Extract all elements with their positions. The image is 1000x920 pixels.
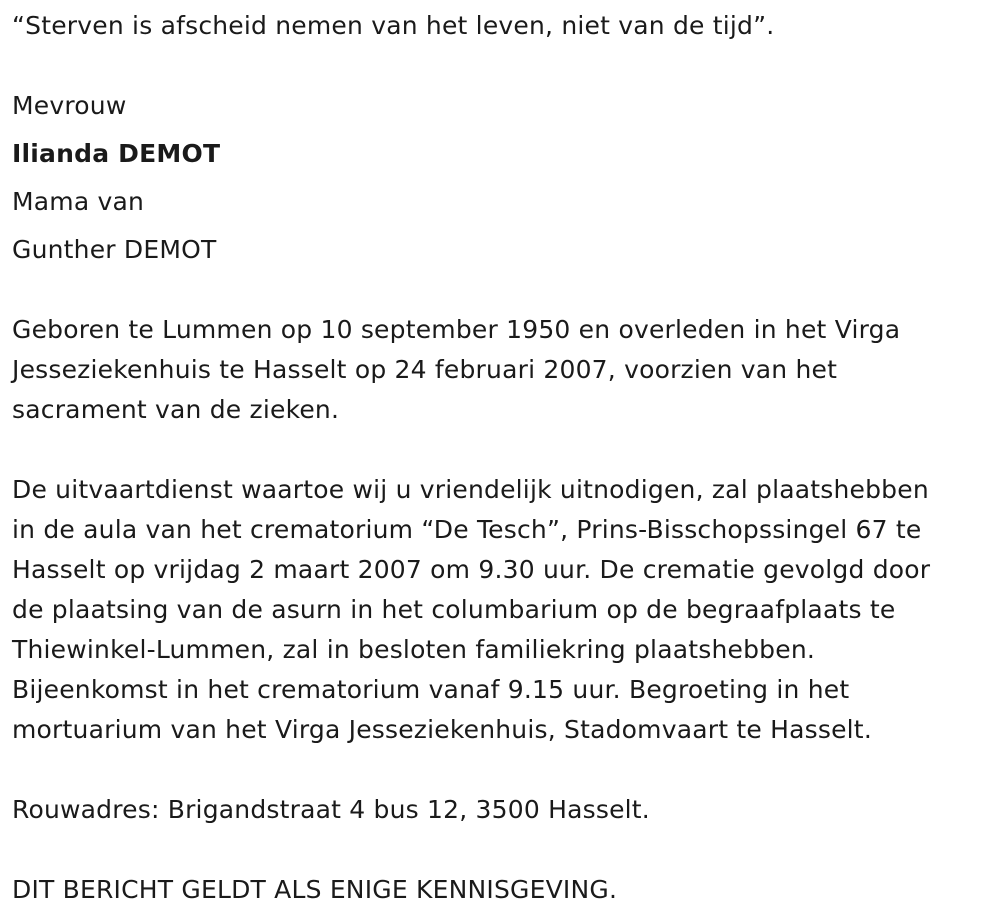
salutation: Mevrouw [12, 91, 127, 120]
ceremony-paragraph [12, 470, 987, 750]
paragraph-line: Hasselt op vrijdag 2 maart 2007 om 9.30 uur. De crematie gevolgd door [12, 555, 931, 584]
paragraph-line: De uitvaartdienst waartoe wij u vriendelijk uitnodigen, zal plaatshebben [12, 475, 929, 504]
paragraph-line: mortuarium van het Virga Jesseziekenhuis, Stadomvaart te Hasselt. [12, 715, 872, 744]
paragraph-line: Thiewinkel-Lummen, zal in besloten familiekring plaatshebben. [12, 635, 816, 664]
paragraph-line: Geboren te Lummen op 10 september 1950 en overleden in het Virga [12, 315, 901, 344]
paragraph-line: sacrament van de zieken. [12, 395, 340, 424]
paragraph-line: Bijeenkomst in het crematorium vanaf 9.15 uur. Begroeting in het [12, 675, 850, 704]
quote: “Sterven is afscheid nemen van het leven, niet van de tijd”. [12, 11, 775, 40]
notice: DIT BERICHT GELDT ALS ENIGE KENNISGEVING. [12, 875, 618, 904]
relation-label: Mama van [12, 187, 145, 216]
paragraph-line: de plaatsing van de asurn in het columbarium op de begraafplaats te [12, 595, 896, 624]
birth-death-paragraph [12, 310, 987, 430]
deceased-name: Ilianda DEMOT [12, 139, 221, 168]
mourning-address: Rouwadres: Brigandstraat 4 bus 12, 3500 Hasselt. [12, 795, 650, 824]
paragraph-line: in de aula van het crematorium “De Tesch”, Prins-Bisschopssingel 67 te [12, 515, 922, 544]
relation-name: Gunther DEMOT [12, 235, 217, 264]
paragraph-line: Jesseziekenhuis te Hasselt op 24 februari 2007, voorzien van het [12, 355, 838, 384]
